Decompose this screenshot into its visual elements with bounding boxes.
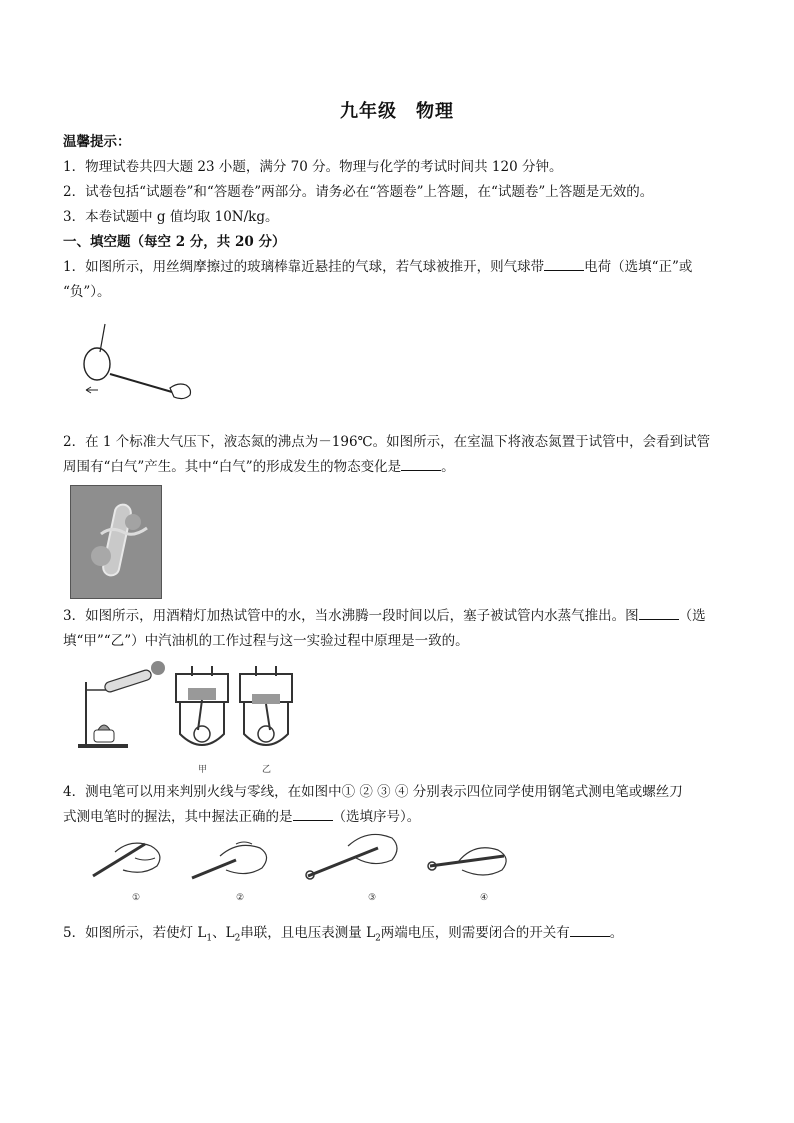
- tester-grip-4-figure: [418, 832, 528, 888]
- answer-blank: [401, 456, 441, 471]
- liquid-nitrogen-test-tube-photo: [70, 485, 162, 599]
- q5-text-d: 两端电压，则需要闭合的开关有: [380, 925, 570, 941]
- balloon-glass-rod-figure: [72, 322, 202, 402]
- figure-label-2: ②: [236, 893, 245, 903]
- q2-text-b: 。: [441, 459, 455, 475]
- tips-heading: 温馨提示：: [63, 134, 131, 150]
- answer-blank: [639, 605, 679, 620]
- tip-item-3: 3．本卷试题中 g 值均取 10N/kg。: [63, 209, 279, 225]
- tip-item-1: 1．物理试卷共四大题 23 小题，满分 70 分。物理与化学的考试时间共 120 分钟。: [63, 159, 563, 175]
- figure-label-yi: 乙: [262, 765, 272, 775]
- question-4-line-2: [63, 806, 743, 828]
- q2-text-a: 周围有“白气”产生。其中“白气”的形成发生的物态变化是: [63, 459, 402, 475]
- tester-grip-1-figure: [75, 832, 175, 888]
- tester-grip-2-figure: [180, 832, 280, 888]
- figure-label-3: ③: [368, 893, 377, 903]
- q5-text-c: 串联，且电压表测量 L: [240, 925, 376, 941]
- q1-text-b: 电荷（选填“正”或: [584, 259, 693, 275]
- page-title: 九年级 物理: [340, 101, 454, 122]
- question-2-line-1: 2．在 1 个标准大气压下，液态氮的沸点为－196℃。如图所示，在室温下将液态氮置于试管中，会看到试管: [63, 434, 711, 450]
- q3-text-b: （选: [678, 608, 706, 624]
- q4-text-a: 式测电笔时的握法，其中握法正确的是: [63, 809, 293, 825]
- q5-subscript-1: 1: [206, 933, 213, 944]
- question-1-line-2: “负”）。: [63, 284, 111, 300]
- question-4-line-1: 4．测电笔可以用来判别火线与零线，在如图中① ② ③ ④ 分别表示四位同学使用钢笔式测电笔或螺丝刀: [63, 784, 683, 800]
- question-3-line-2: 填“甲”“乙”）中汽油机的工作过程与这一实验过程中原理是一致的。: [63, 633, 469, 649]
- question-2-line-2: [63, 456, 743, 478]
- q5-subscript-3: 2: [375, 933, 381, 944]
- answer-blank: [293, 806, 333, 821]
- figure-label-4: ④: [480, 893, 489, 903]
- q5-text-a: 5．如图所示，若使灯 L: [63, 925, 207, 941]
- q3-text-a: 3．如图所示，用酒精灯加热试管中的水，当水沸腾一段时间以后，塞子被试管内水蒸气推出。图: [63, 608, 639, 624]
- alcohol-lamp-experiment-figure: [68, 660, 168, 752]
- question-5: [63, 922, 743, 950]
- answer-blank: [544, 256, 584, 271]
- tip-item-2: 2．试卷包括“试题卷”和“答题卷”两部分。请务必在“答题卷”上答题，在“试题卷”上答题是无效的。: [63, 184, 654, 200]
- question-3-line-1: [63, 605, 743, 627]
- figure-label-jia: 甲: [198, 765, 208, 775]
- tester-grip-3-figure: [298, 828, 408, 888]
- q5-text-b: 、L: [212, 925, 235, 941]
- section-heading: 一、填空题（每空 2 分，共 20 分）: [63, 234, 286, 250]
- q5-text-e: 。: [609, 925, 624, 941]
- engine-diagram-yi: [236, 664, 296, 754]
- figure-label-1: ①: [132, 893, 141, 903]
- question-1-line-1: [63, 256, 743, 278]
- q4-text-b: （选填序号）。: [332, 809, 421, 825]
- answer-blank: [570, 922, 610, 937]
- q5-subscript-2: 2: [234, 933, 241, 944]
- engine-diagram-jia: [172, 664, 232, 754]
- q1-text-a: 1．如图所示，用丝绸摩擦过的玻璃棒靠近悬挂的气球，若气球被推开，则气球带: [63, 259, 545, 275]
